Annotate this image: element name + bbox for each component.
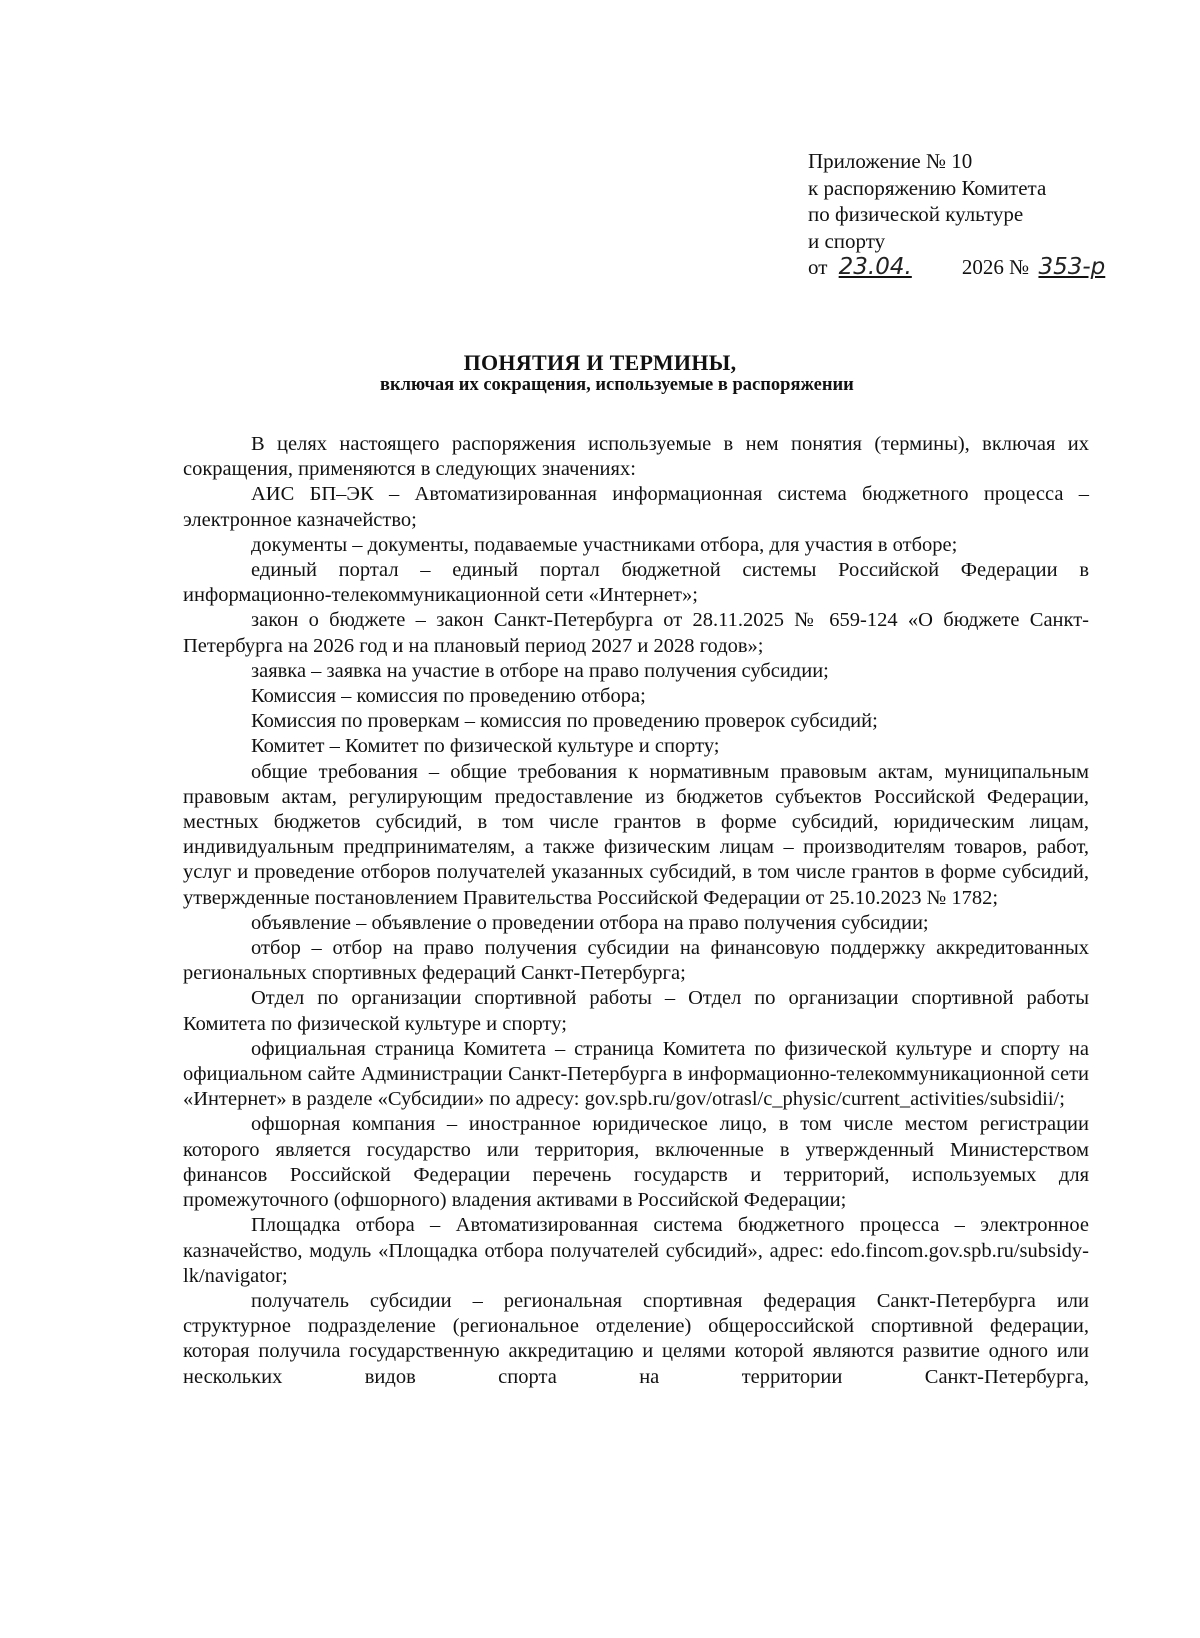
term-application: заявка – заявка на участие в отборе на право получения субсидии;	[251, 659, 829, 682]
term-committee: Комитет – Комитет по физической культуре и спорту;	[251, 735, 720, 758]
year-number-label: 2026 №	[961, 255, 1030, 279]
document-title: ПОНЯТИЯ И ТЕРМИНЫ,	[463, 350, 737, 375]
term-unified-portal: единый портал – единый портал бюджетной системы Российской Федерации в информационно-телекоммуникационной сети «Интернет»;	[183, 559, 1089, 607]
date-prefix: от	[808, 255, 828, 279]
term-selection: отбор – отбор на право получения субсидии на финансовую поддержку аккредитованных региональных спортивных федераций Санкт-Петербурга;	[183, 937, 1089, 985]
term-general-requirements: общие требования – общие требования к нормативным правовым актам, муниципальным правовым актам, регулирующим предоставление из бюджетов субъектов Российской Федерации, местных бюджетов субсидий, в том числе грантов в форме субсидий, юридическим лицам, индивидуальным предпринимателям, а также физическим лицам – производителям товаров, работ, услуг и проведение отборов получателей указанных субсидий, в том числе грантов в форме субсидий, утвержденные постановлением Правительства Российской Федерации от 25.10.2023 № 1782;	[183, 760, 1089, 909]
term-offshore-company: офшорная компания – иностранное юридическое лицо, в том числе местом регистрации которого является государство или территория, включенные в утвержденный Министерством финансов Российской Федерации перечень государств и территорий, используемых для промежуточного (офшорного) владения активами в Российской Федерации;	[183, 1113, 1089, 1212]
term-selection-platform: Площадка отбора – Автоматизированная система бюджетного процесса – электронное казначейство, модуль «Площадка отбора получателей субсидий», адрес: edo.fincom.gov.spb.ru/subsidy-lk/navigator;	[183, 1214, 1089, 1287]
appendix-order-line: к распоряжению Комитета	[808, 175, 1047, 200]
term-inspection-commission: Комиссия по проверкам – комиссия по проведению проверок субсидий;	[251, 710, 878, 733]
term-subsidy-recipient: получатель субсидии – региональная спортивная федерация Санкт-Петербурга или структурное подразделение (региональное отделение) общероссийской спортивной федерации, которая получила государственную аккредитацию и целями которой являются развитие одного или нескольких видов спорта на территории Санкт-Петербурга,	[183, 1289, 1089, 1388]
term-sport-department: Отдел по организации спортивной работы – Отдел по организации спортивной работы Комитета по физической культуре и спорту;	[183, 987, 1089, 1035]
handwritten-order-number: 353-р	[1038, 254, 1106, 280]
document-body	[183, 432, 1089, 1390]
appendix-header	[808, 148, 1110, 281]
term-documents: документы – документы, подаваемые участниками отбора, для участия в отборе;	[251, 533, 958, 556]
appendix-committee-line: по физической культуре	[808, 202, 1024, 226]
term-official-page: официальная страница Комитета – страница Комитета по физической культуре и спорту на официальном сайте Администрации Санкт-Петербурга в информационно-телекоммуникационной сети «Интернет» в разделе «Субсидии» по адресу: gov.spb.ru/gov/otrasl/c_physic/current_activities/subsidii/;	[183, 1037, 1089, 1111]
document-subtitle: включая их сокращения, используемые в распоряжении	[380, 375, 854, 395]
handwritten-date: 23.04.	[838, 254, 912, 280]
appendix-sport-line: и спорту	[808, 228, 886, 253]
appendix-date-line	[808, 254, 1110, 281]
term-ais-bp-ek: АИС БП–ЭК – Автоматизированная информационная система бюджетного процесса – электронное казначейство;	[183, 483, 1089, 531]
term-commission: Комиссия – комиссия по проведению отбора;	[251, 685, 646, 708]
paragraph-intro: В целях настоящего распоряжения используемые в нем понятия (термины), включая их сокращения, применяются в следующих значениях:	[183, 433, 1089, 481]
appendix-number: Приложение № 10	[808, 149, 973, 173]
term-announcement: объявление – объявление о проведении отбора на право получения субсидии;	[251, 911, 929, 934]
term-budget-law: закон о бюджете – закон Санкт-Петербурга от 28.11.2025 № 659-124 «О бюджете Санкт-Петербурга на 2026 год и на плановый период 2027 и 2028 годов»;	[183, 609, 1089, 657]
